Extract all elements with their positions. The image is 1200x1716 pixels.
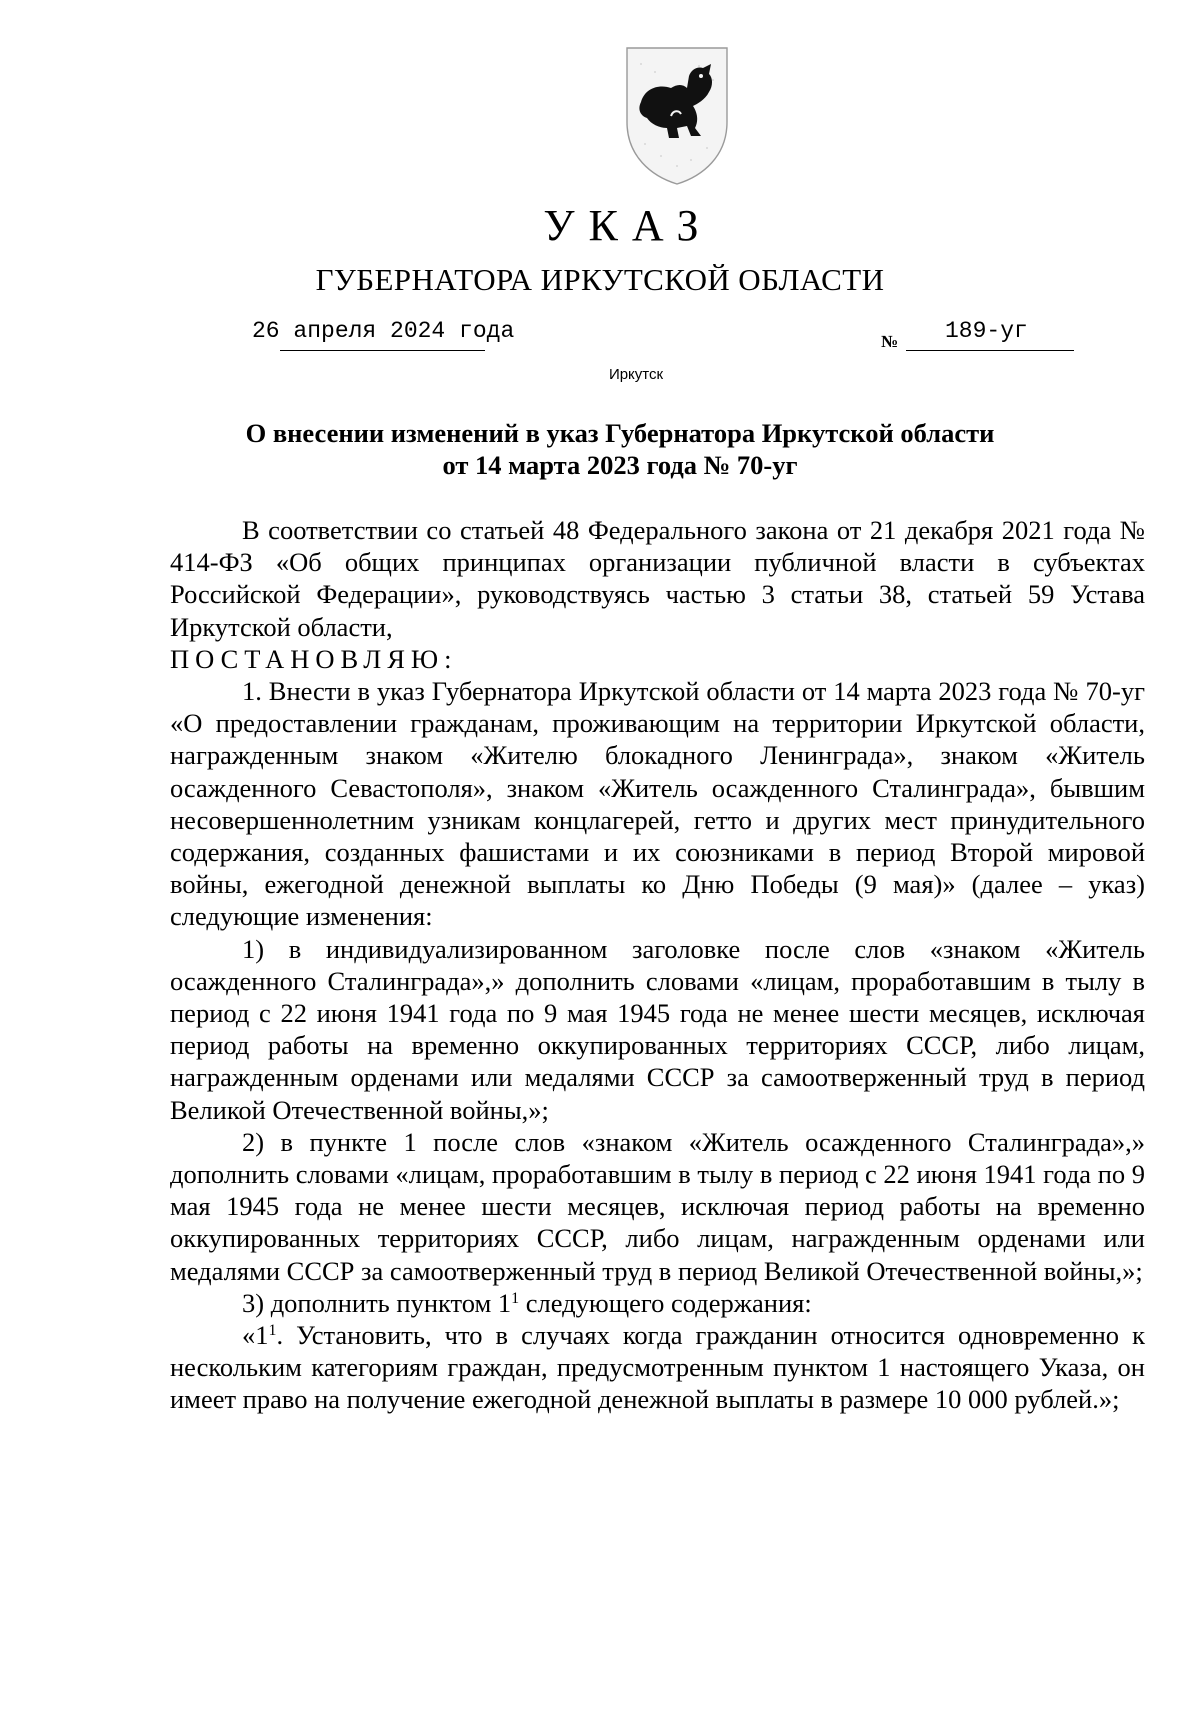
city-label: Иркутск: [608, 366, 664, 383]
quoted-item-text: . Установить, что в случаях когда гражданин относится одновременно к нескольким категориям граждан, предусмотренным пунктом 1 настоящего Указа, он имеет право на получение ежегодной денежной выплаты в размере 10 000 рублей.»;: [170, 1320, 1145, 1415]
decree-heading: [160, 417, 1080, 481]
item-1-paragraph: 1. Внести в указ Губернатора Иркутской области от 14 марта 2023 года № 70-уг «О предоставлении гражданам, проживающим на территории Иркутской области, награжденным знаком «Жителю блокадного Ленинграда», знаком «Житель осажденного Севастополя», знаком «Житель осажденного Сталинграда», бывшим несовершеннолетним узникам концлагерей, гетто и других мест принудительного содержания, созданных фашистами и их союзниками в период Второй мировой войны, ежегодной денежной выплаты ко Дню Победы (9 мая)» (далее – указ) следующие изменения:: [170, 676, 1145, 932]
decree-date: 26 апреля 2024 года: [252, 318, 515, 344]
document-title: УКАЗ: [543, 201, 713, 250]
number-sign: №: [881, 332, 899, 351]
decree-word: ПОСТАНОВЛЯЮ:: [170, 643, 458, 674]
quoted-item-paragraph: [170, 1319, 1145, 1416]
subitem-1-paragraph: 1) в индивидуализированном заголовке после слов «знаком «Житель осажденного Сталинграда»,» дополнить словами «лицам, проработавшим в тылу в период с 22 июня 1941 года по 9 мая 1945 года не менее шести месяцев, исключая период работы на временно оккупированных территориях СССР, либо лицам, награжденным орденами или медалями СССР за самоотверженный труд в период Великой Отечественной войны,»;: [170, 933, 1145, 1125]
subitem-3-superscript: 1: [511, 1289, 520, 1307]
heading-line-2: от 14 марта 2023 года № 70-уг: [442, 450, 798, 480]
subitem-3-paragraph: [170, 1287, 1145, 1319]
decree-number: 189-уг: [945, 318, 1028, 344]
preamble-paragraph: В соответствии со статьей 48 Федерального закона от 21 декабря 2021 года № 414-ФЗ «Об общих принципах организации публичной власти в субъектах Российской Федерации», руководствуясь частью 3 статьи 38, статьей 59 Устава Иркутской области,: [170, 515, 1145, 642]
coat-of-arms-emblem: [621, 44, 733, 188]
number-underline: [906, 350, 1074, 351]
quoted-item-start: «1: [242, 1320, 269, 1351]
subitem-2-paragraph: 2) в пункте 1 после слов «знаком «Житель осажденного Сталинграда»,» дополнить словами «лицам, проработавшим в тылу в период с 22 июня 1941 года по 9 мая 1945 года не менее шести месяцев, исключая период работы на временно оккупированных территориях СССР, либо лицам, награжденным орденами или медалями СССР за самоотверженный труд в период Великой Отечественной войны,»;: [170, 1126, 1146, 1286]
decree-body: [170, 514, 1145, 1416]
heading-line-1: О внесении изменений в указ Губернатора Иркутской области: [245, 418, 995, 448]
quoted-item-superscript: 1: [268, 1322, 277, 1340]
subitem-3-text: 3) дополнить пунктом 1: [242, 1287, 512, 1318]
subitem-3-text-end: следующего содержания:: [519, 1287, 812, 1318]
issuer-line: ГУБЕРНАТОРА ИРКУТСКОЙ ОБЛАСТИ: [315, 262, 885, 297]
date-underline: [280, 350, 485, 351]
